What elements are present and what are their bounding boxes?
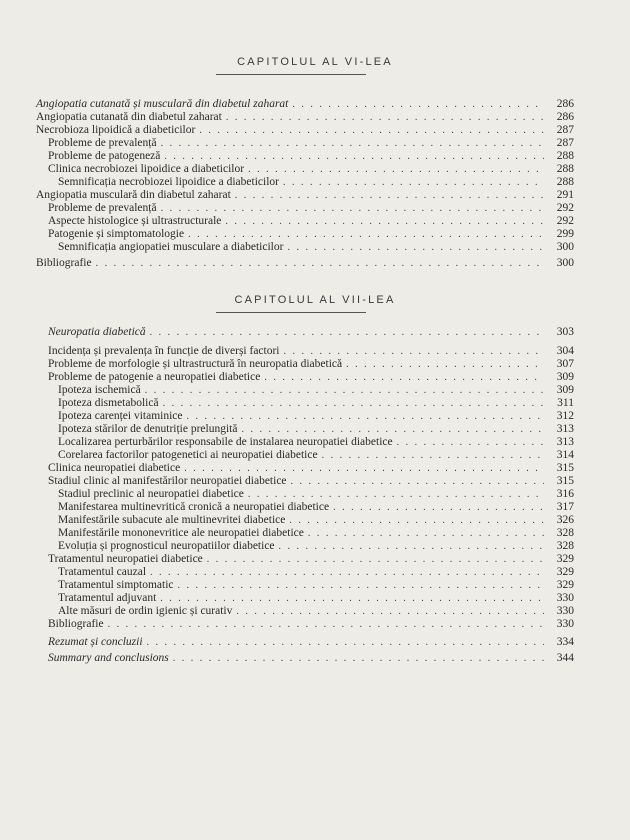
dot-leader xyxy=(184,462,544,475)
entry-page: 326 xyxy=(556,514,574,526)
dot-leader xyxy=(161,202,544,215)
entry-page: 334 xyxy=(556,636,574,648)
toc-entry xyxy=(36,449,574,462)
entry-page: 313 xyxy=(556,436,574,448)
dot-leader xyxy=(108,618,544,631)
entry-title: Ipoteza dismetabolică xyxy=(58,397,159,409)
toc-entry xyxy=(36,326,574,339)
entry-page: 329 xyxy=(556,553,574,565)
entry-title: Bibliografie xyxy=(36,257,92,269)
entry-title: Evoluția și prognosticul neuropatiilor diabetice xyxy=(58,540,275,552)
entry-page: 299 xyxy=(556,228,574,240)
toc-entry xyxy=(36,241,574,254)
chapter-6-heading: CAPITOLUL AL VI-LEA xyxy=(237,56,393,68)
entry-title: Aspecte histologice și ultrastructurale xyxy=(48,215,222,227)
entry-title: Tratamentul neuropatiei diabetice xyxy=(48,553,203,565)
entry-title: Stadiul preclinic al neuropatiei diabetice xyxy=(58,488,244,500)
toc-entry xyxy=(36,462,574,475)
chapter-6-toc xyxy=(36,98,574,270)
toc-entry xyxy=(36,228,574,241)
entry-page: 312 xyxy=(556,410,574,422)
toc-entry xyxy=(36,111,574,124)
chapter-6-divider xyxy=(216,74,366,75)
entry-page: 317 xyxy=(556,501,574,513)
entry-title: Manifestarea multinevritică cronică a neuropatiei diabetice xyxy=(58,501,330,513)
entry-title: Corelarea factorilor patogenetici ai neuropatiei diabetice xyxy=(58,449,318,461)
chapter-7-divider xyxy=(216,312,366,313)
entry-page: 330 xyxy=(556,618,574,630)
entry-page: 330 xyxy=(556,592,574,604)
entry-title: Neuropatia diabetică xyxy=(48,326,146,338)
entry-page: 288 xyxy=(556,163,574,175)
dot-leader xyxy=(178,579,544,592)
toc-entry xyxy=(36,514,574,527)
dot-leader xyxy=(292,98,544,111)
toc-entry xyxy=(36,488,574,501)
dot-leader xyxy=(188,228,544,241)
entry-title: Angiopatia cutanată și musculară din diabetul zaharat xyxy=(36,98,289,110)
entry-title: Stadiul clinic al manifestărilor neuropatiei diabetice xyxy=(48,475,287,487)
entry-page: 288 xyxy=(556,176,574,188)
entry-title: Probleme de morfologie și ultrastructură în neuropatia diabetică xyxy=(48,358,343,370)
dot-leader xyxy=(284,345,545,358)
entry-title: Clinica neuropatiei diabetice xyxy=(48,462,181,474)
entry-page: 304 xyxy=(556,345,574,357)
entry-title: Necrobioza lipoidică a diabeticilor xyxy=(36,124,196,136)
dot-leader xyxy=(291,475,544,488)
entry-title: Tratamentul adjuvant xyxy=(58,592,157,604)
entry-title: Bibliografie xyxy=(48,618,104,630)
entry-page: 311 xyxy=(557,397,574,409)
dot-leader xyxy=(236,605,544,618)
dot-leader xyxy=(163,397,544,410)
entry-title: Tratamentul cauzal xyxy=(58,566,147,578)
chapter-7-heading: CAPITOLUL AL VII-LEA xyxy=(234,294,396,306)
dot-leader xyxy=(279,540,544,553)
toc-entry xyxy=(36,475,574,488)
entry-title: Probleme de prevalență xyxy=(48,137,157,149)
toc-entry xyxy=(36,257,574,270)
entry-page: 300 xyxy=(556,257,574,269)
dot-leader xyxy=(199,124,544,137)
entry-title: Localizarea perturbărilor responsabile de instalarea neuropatiei diabetice xyxy=(58,436,393,448)
dot-leader xyxy=(145,384,544,397)
entry-title: Rezumat și concluzii xyxy=(48,636,143,648)
entry-page: 328 xyxy=(556,540,574,552)
dot-leader xyxy=(248,163,544,176)
toc-entry xyxy=(36,436,574,449)
dot-leader xyxy=(96,257,544,270)
entry-title: Summary and conclusions xyxy=(48,652,169,664)
dot-leader xyxy=(397,436,544,449)
toc-entry xyxy=(36,410,574,423)
entry-page: 307 xyxy=(556,358,574,370)
dot-leader xyxy=(346,358,544,371)
entry-title: Incidența și prevalența în funcție de diverși factori xyxy=(48,345,280,357)
entry-page: 309 xyxy=(556,384,574,396)
entry-page: 315 xyxy=(556,462,574,474)
dot-leader xyxy=(287,241,544,254)
entry-title: Semnificația necrobiozei lipoidice a diabeticilor xyxy=(58,176,279,188)
toc-entry xyxy=(36,618,574,631)
entry-title: Angiopatia cutanată din diabetul zaharat xyxy=(36,111,222,123)
toc-entry xyxy=(36,358,574,371)
dot-leader xyxy=(150,326,544,339)
dot-leader xyxy=(226,111,544,124)
toc-entry xyxy=(36,636,574,649)
entry-title: Angiopatia musculară din diabetul zaharat xyxy=(36,189,231,201)
entry-title: Alte măsuri de ordin igienic și curativ xyxy=(58,605,233,617)
dot-leader xyxy=(161,137,544,150)
toc-entry xyxy=(36,124,574,137)
entry-page: 330 xyxy=(556,605,574,617)
dot-leader xyxy=(147,636,544,649)
entry-title: Ipoteza stărilor de denutriție prelungită xyxy=(58,423,238,435)
entry-page: 329 xyxy=(556,579,574,591)
dot-leader xyxy=(333,501,544,514)
toc-entry xyxy=(36,215,574,228)
toc-entry xyxy=(36,163,574,176)
dot-leader xyxy=(322,449,544,462)
dot-leader xyxy=(187,410,544,423)
toc-entry xyxy=(36,605,574,618)
dot-leader xyxy=(308,527,544,540)
entry-title: Ipoteza carenței vitaminice xyxy=(58,410,183,422)
dot-leader xyxy=(150,566,544,579)
toc-entry xyxy=(36,553,574,566)
entry-page: 300 xyxy=(556,241,574,253)
entry-page: 314 xyxy=(556,449,574,461)
toc-entry xyxy=(36,652,574,665)
entry-page: 316 xyxy=(556,488,574,500)
entry-title: Semnificația angiopatiei musculare a diabeticilor xyxy=(58,241,284,253)
entry-page: 286 xyxy=(556,98,574,110)
dot-leader xyxy=(248,488,544,501)
dot-leader xyxy=(289,514,544,527)
toc-entry xyxy=(36,189,574,202)
toc-entry xyxy=(36,423,574,436)
entry-title: Probleme de patogenie a neuropatiei diabetice xyxy=(48,371,261,383)
entry-page: 291 xyxy=(556,189,574,201)
entry-title: Clinica necrobiozei lipoidice a diabeticilor xyxy=(48,163,245,175)
entry-page: 287 xyxy=(556,137,574,149)
dot-leader xyxy=(160,592,544,605)
entry-page: 303 xyxy=(556,326,574,338)
entry-title: Manifestările mononevritice ale neuropatiei diabetice xyxy=(58,527,304,539)
entry-title: Ipoteza ischemică xyxy=(58,384,141,396)
entry-title: Patogenie și simptomatologie xyxy=(48,228,185,240)
entry-page: 344 xyxy=(556,652,574,664)
entry-page: 292 xyxy=(556,215,574,227)
entry-page: 328 xyxy=(556,527,574,539)
toc-entry xyxy=(36,592,574,605)
toc-entry xyxy=(36,501,574,514)
entry-page: 315 xyxy=(556,475,574,487)
toc-entry xyxy=(36,345,574,358)
entry-title: Tratamentul simptomatic xyxy=(58,579,174,591)
toc-entry xyxy=(36,176,574,189)
toc-entry xyxy=(36,371,574,384)
toc-entry xyxy=(36,527,574,540)
entry-title: Probleme de patogeneză xyxy=(48,150,161,162)
dot-leader xyxy=(225,215,544,228)
toc-entry xyxy=(36,397,574,410)
dot-leader xyxy=(207,553,544,566)
dot-leader xyxy=(241,423,544,436)
entry-page: 287 xyxy=(556,124,574,136)
chapter-7-toc xyxy=(36,326,574,665)
toc-entry xyxy=(36,150,574,163)
toc-entry xyxy=(36,137,574,150)
entry-title: Manifestările subacute ale multinevritei diabetice xyxy=(58,514,286,526)
toc-entry xyxy=(36,579,574,592)
dot-leader xyxy=(164,150,544,163)
entry-page: 288 xyxy=(556,150,574,162)
toc-entry xyxy=(36,540,574,553)
entry-page: 309 xyxy=(556,371,574,383)
dot-leader xyxy=(283,176,544,189)
dot-leader xyxy=(173,652,544,665)
toc-entry xyxy=(36,384,574,397)
toc-entry xyxy=(36,98,574,111)
toc-entry xyxy=(36,566,574,579)
toc-entry xyxy=(36,202,574,215)
entry-page: 286 xyxy=(556,111,574,123)
entry-page: 292 xyxy=(556,202,574,214)
dot-leader xyxy=(235,189,544,202)
entry-page: 313 xyxy=(556,423,574,435)
entry-title: Probleme de prevalență xyxy=(48,202,157,214)
entry-page: 329 xyxy=(556,566,574,578)
dot-leader xyxy=(264,371,544,384)
